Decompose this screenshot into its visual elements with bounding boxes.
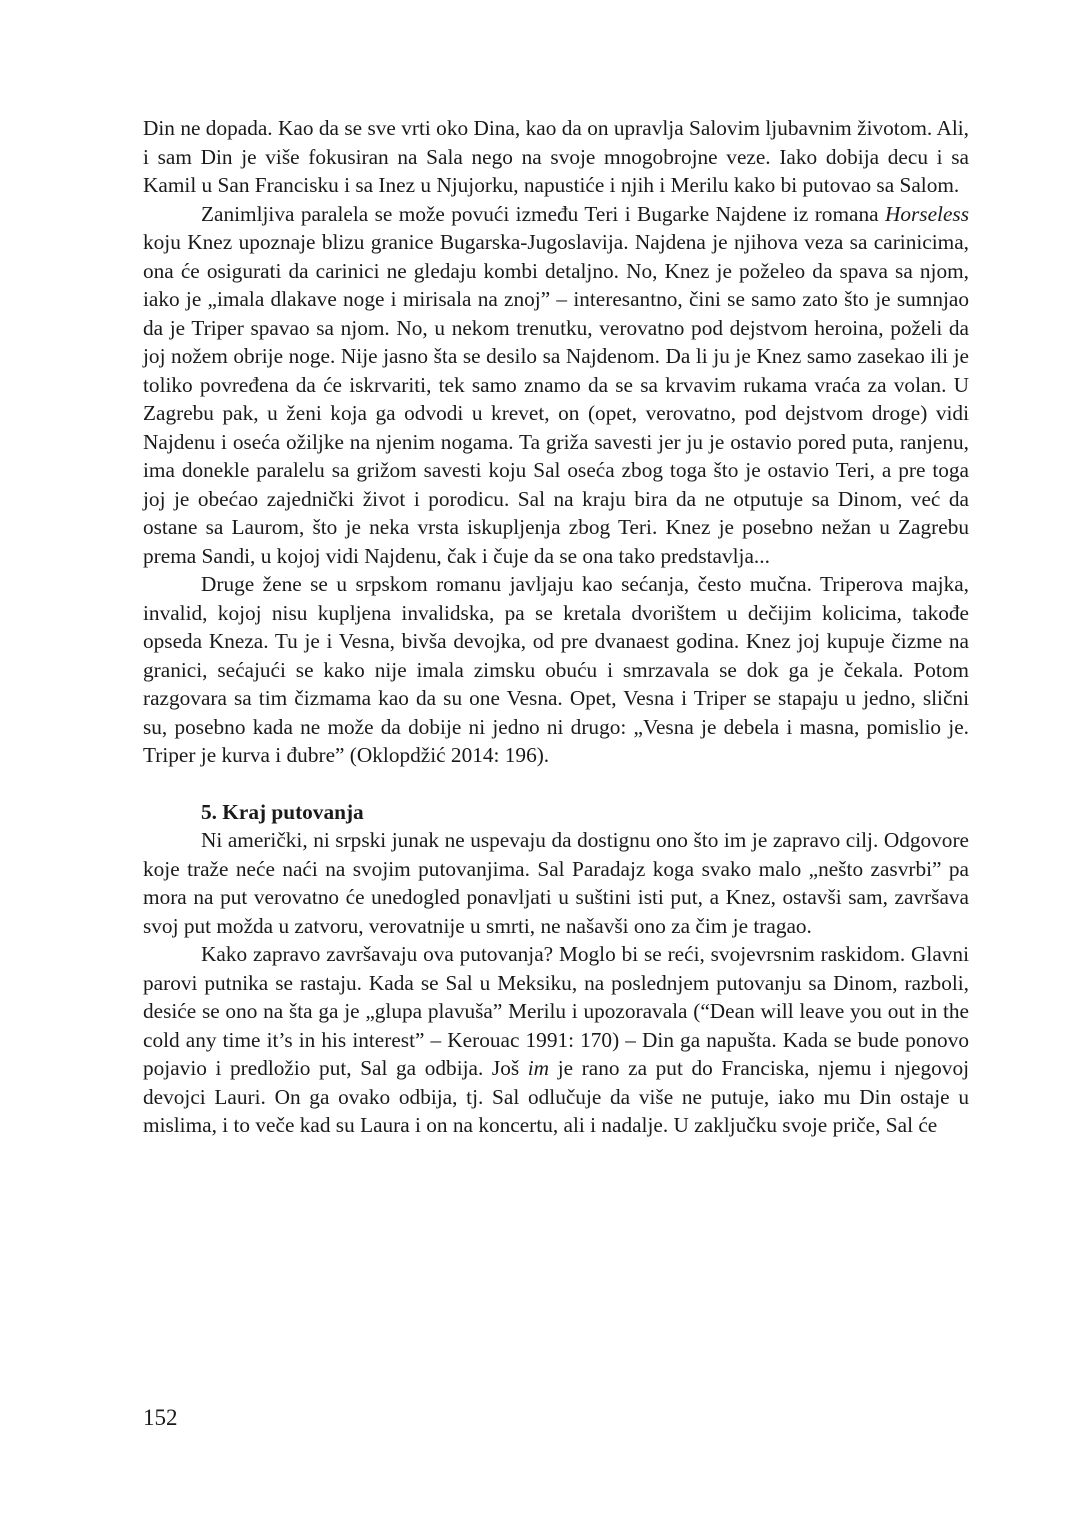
text-run: Kako zapravo završavaju ova putovanja? Moglo bi se reći, svojevrsnim raskidom. Glavni parovi putnika se rastaju. Kada se Sal u Meksiku, na poslednjem putovanju sa Dinom, razboli, desiće se ono na šta ga je „glupa plavuša” Merilu i upozoravala (“Dean will leave you out in the cold any time it’s in his interest” – Kerouac 1991: 170) – Din ga napušta. Kada se bude ponovo pojavio i predložio put, Sal ga odbija. Još — [143, 942, 969, 1080]
paragraph-p3 — [143, 570, 969, 770]
paragraph-p4 — [143, 826, 969, 940]
text-run: Ni američki, ni srpski junak ne uspevaju da dostignu ono što im je zapravo cilj. Odgovore koje traže neće naći na svojim putovanjima. Sal Paradajz koga svako malo „nešto zasvrbi” pa mora na put verovatno će unedogled ponavljati u suštini isti put, a Knez, ostavši sam, završava svoj put možda u zatvoru, verovatnije u smrti, ne našavši ono za čim je tragao. — [143, 828, 969, 938]
section-heading: 5. Kraj putovanja — [201, 799, 364, 824]
text-run: je rano za put do Franciska, njemu i njegovoj devojci Lauri. On ga ovako odbija, tj. Sal odlučuje da više ne putuje, iako mu Din ostaje u mislima, i to veče kad su Laura i on na koncertu, ali i nadalje. U zaključku svoje priče, Sal će — [143, 1056, 970, 1137]
page-number: 152 — [143, 1405, 178, 1430]
italic-text: im — [527, 1056, 550, 1080]
text-before-heading — [143, 114, 969, 770]
text-run: Din ne dopada. Kao da se sve vrti oko Dina, kao da on upravlja Salovim ljubavnim životom. Ali, i sam Din je više fokusiran na Sala nego na svoje mnogobrojne veze. Iako dobija decu i sa Kamil u San Francisku i sa Inez u Njujorku, napustiće i njih i Merilu kako bi putovao sa Salom. — [143, 116, 969, 197]
paragraph-p1 — [143, 114, 969, 200]
italic-text: Horseless — [884, 201, 969, 226]
page-body — [143, 114, 969, 1140]
paragraph-p5 — [143, 940, 969, 1140]
text-after-heading — [143, 826, 969, 1140]
text-run: Zanimljiva paralela se može povući između Teri i Bugarke Najdene iz romana — [201, 201, 885, 226]
text-run: koju Knez upoznaje blizu granice Bugarska-Jugoslavija. Najdena je njihova veza sa carinicima, ona će osigurati da carinici ne gledaju kombi detaljno. No, Knez je poželeo da spava sa njom, iako je „imala dlakave noge i mirisala na znoj” – interesantno, čini se samo zato što je sumnjao da je Triper spavao sa njom. No, u nekom trenutku, verovatno pod dejstvom heroina, poželi da joj nožem obrije noge. Nije jasno šta se desilo sa Najdenom. Da li ju je Knez samo zasekao ili je toliko povređena da će iskrvariti, tek samo znamo da se sa krvavim rukama vraća za volan. U Zagrebu pak, u ženi koja ga odvodi u krevet, on (opet, verovatno, pod dejstvom droge) vidi Najdenu i oseća ožiljke na njenim nogama. Ta griža savesti jer ju je ostavio pored puta, ranjenu, ima donekle paralelu sa grižom savesti koju Sal oseća zbog toga što je ostavio Teri, a pre toga joj je obećao zajednički život i porodicu. Sal na kraju bira da ne otputuje sa Dinom, već da ostane sa Laurom, što je neka vrsta iskupljenja zbog Teri. Knez je posebno nežan u Zagrebu prema Sandi, u kojoj vidi Najdenu, čak i čuje da se ona tako predstavlja... — [143, 230, 969, 568]
text-run: Druge žene se u srpskom romanu javljaju kao sećanja, često mučna. Triperova majka, invalid, kojoj nisu kupljena invalidska, pa se kretala dvorištem u dečijim kolicima, takođe opseda Kneza. Tu je i Vesna, bivša devojka, od pre dvanaest godina. Knez joj kupuje čizme na granici, sećajući se kako nije imala zimsku obuću i smrzavala se dok ga je čekala. Potom razgovara sa tim čizmama kao da su one Vesna. Opet, Vesna i Triper se stapaju u jedno, slični su, posebno kada ne može da dobije ni jedno ni drugo: „Vesna je debela i masna, pomislio je. Triper je kurva i đubre” (Oklopdžić 2014: 196). — [143, 572, 969, 767]
paragraph-p2 — [143, 200, 969, 571]
